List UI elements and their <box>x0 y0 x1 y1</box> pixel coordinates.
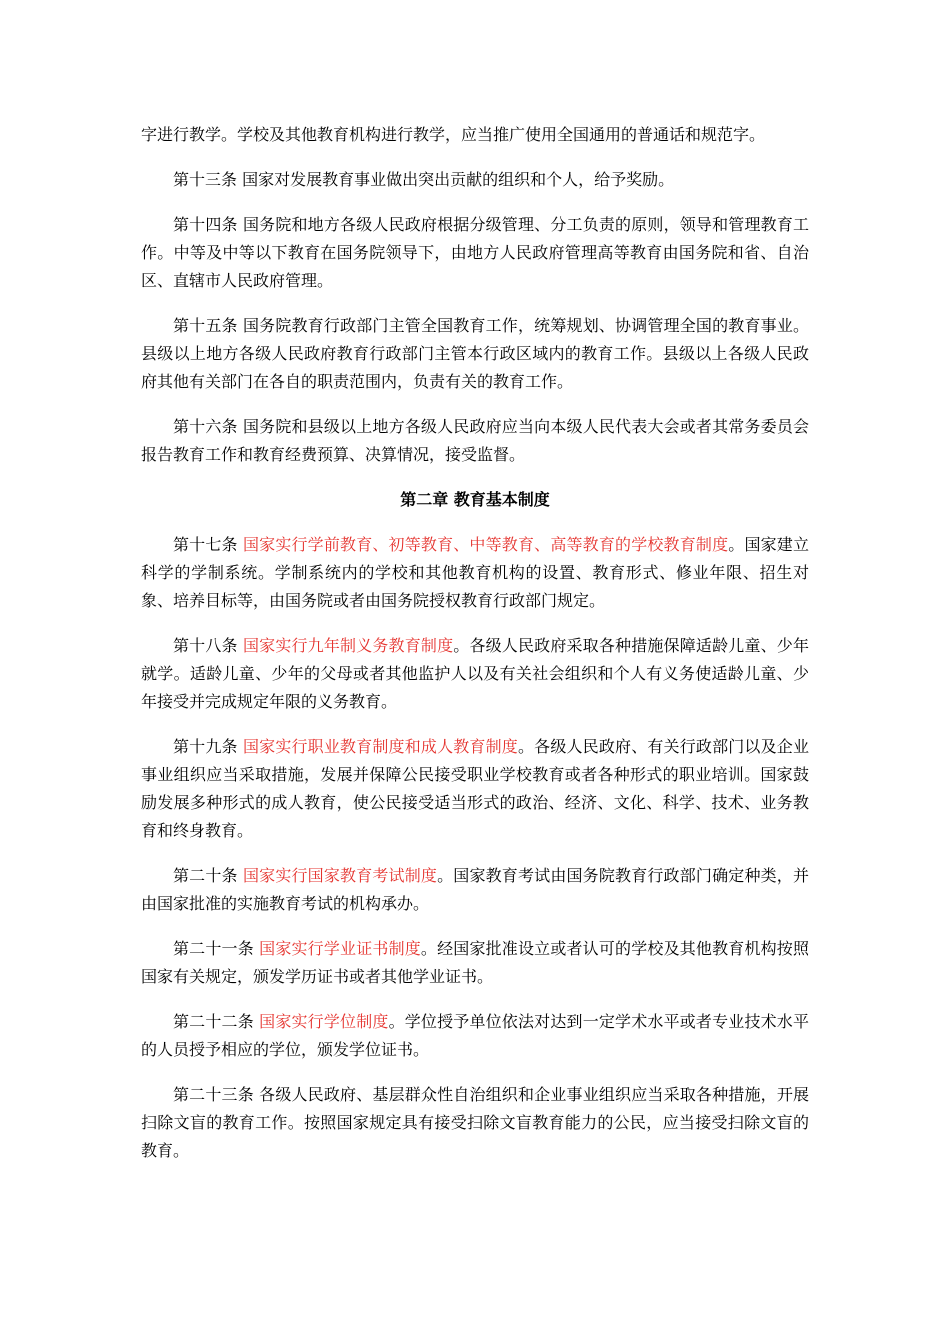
paragraph-text: 。各级人民政府、有关行政部门以及企业事业组织应当采取措施，发展并保障公民接受职业学校教育或者各种形式的职业培训。国家鼓励发展多种形式的成人教育，使公民接受适当形式的政治、经济、文化、科学、技术、业务教育和终身教育。 <box>141 737 809 840</box>
article-paragraph-p16 <box>141 413 809 469</box>
article-paragraph-p-cont <box>141 121 809 149</box>
article-paragraph-p18 <box>141 632 809 716</box>
article-paragraph-p15 <box>141 312 809 396</box>
paragraph-text: 第十五条 国务院教育行政部门主管全国教育工作，统筹规划、协调管理全国的教育事业。县级以上地方各级人民政府教育行政部门主管本行政区域内的教育工作。县级以上各级人民政府其他有关部门在各自的职责范围内，负责有关的教育工作。 <box>141 316 809 391</box>
article-paragraph-p17 <box>141 531 809 615</box>
highlighted-text: 国家实行职业教育制度和成人教育制度 <box>242 737 518 756</box>
paragraph-text: 第十四条 国务院和地方各级人民政府根据分级管理、分工负责的原则，领导和管理教育工作。中等及中等以下教育在国务院领导下，由地方人民政府管理高等教育由国务院和省、自治区、直辖市人民政府管理。 <box>141 215 809 290</box>
paragraph-text: 第二十一条 <box>173 939 260 958</box>
paragraph-text: 。各级人民政府采取各种措施保障适龄儿童、少年就学。适龄儿童、少年的父母或者其他监护人以及有关社会组织和个人有义务使适龄儿童、少年接受并完成规定年限的义务教育。 <box>141 636 809 711</box>
highlighted-text: 国家实行学业证书制度 <box>259 939 421 958</box>
article-paragraph-p14 <box>141 211 809 295</box>
paragraph-text: 第二十三条 各级人民政府、基层群众性自治组织和企业事业组织应当采取各种措施，开展扫除文盲的教育工作。按照国家规定具有接受扫除文盲教育能力的公民，应当接受扫除文盲的教育。 <box>141 1085 809 1160</box>
article-paragraph-p13 <box>141 166 809 194</box>
article-paragraph-p23 <box>141 1081 809 1165</box>
highlighted-text: 国家实行学前教育、初等教育、中等教育、高等教育的学校教育制度 <box>242 535 729 554</box>
chapter-heading <box>141 486 809 514</box>
article-paragraph-p22 <box>141 1008 809 1064</box>
article-paragraph-p19 <box>141 733 809 845</box>
paragraph-text: 第十八条 <box>173 636 243 655</box>
paragraph-text: 。经国家批准设立或者认可的学校及其他教育机构按照国家有关规定，颁发学历证书或者其他学业证书。 <box>141 939 809 986</box>
article-paragraph-p21 <box>141 935 809 991</box>
document-body <box>141 121 809 1182</box>
highlighted-text: 国家实行国家教育考试制度 <box>242 866 438 885</box>
highlighted-text: 国家实行九年制义务教育制度 <box>242 636 454 655</box>
paragraph-text: 第二十条 <box>173 866 243 885</box>
paragraph-text: 第十九条 <box>173 737 243 756</box>
paragraph-text: 。国家建立科学的学制系统。学制系统内的学校和其他教育机构的设置、教育形式、修业年限、招生对象、培养目标等，由国务院或者由国务院授权教育行政部门规定。 <box>141 535 809 610</box>
paragraph-text: 。学位授予单位依法对达到一定学术水平或者专业技术水平的人员授予相应的学位，颁发学位证书。 <box>141 1012 809 1059</box>
paragraph-text: 第十七条 <box>173 535 243 554</box>
paragraph-text: 第十三条 国家对发展教育事业做出突出贡献的组织和个人，给予奖励。 <box>173 170 675 189</box>
article-paragraph-p20 <box>141 862 809 918</box>
paragraph-text: 字进行教学。学校及其他教育机构进行教学，应当推广使用全国通用的普通话和规范字。 <box>141 125 766 144</box>
paragraph-text: 第二十二条 <box>173 1012 260 1031</box>
paragraph-text: 。国家教育考试由国务院教育行政部门确定种类，并由国家批准的实施教育考试的机构承办。 <box>141 866 809 913</box>
highlighted-text: 国家实行学位制度 <box>259 1012 389 1031</box>
paragraph-text: 第二章 教育基本制度 <box>400 490 550 509</box>
paragraph-text: 第十六条 国务院和县级以上地方各级人民政府应当向本级人民代表大会或者其常务委员会报告教育工作和教育经费预算、决算情况，接受监督。 <box>141 417 809 464</box>
